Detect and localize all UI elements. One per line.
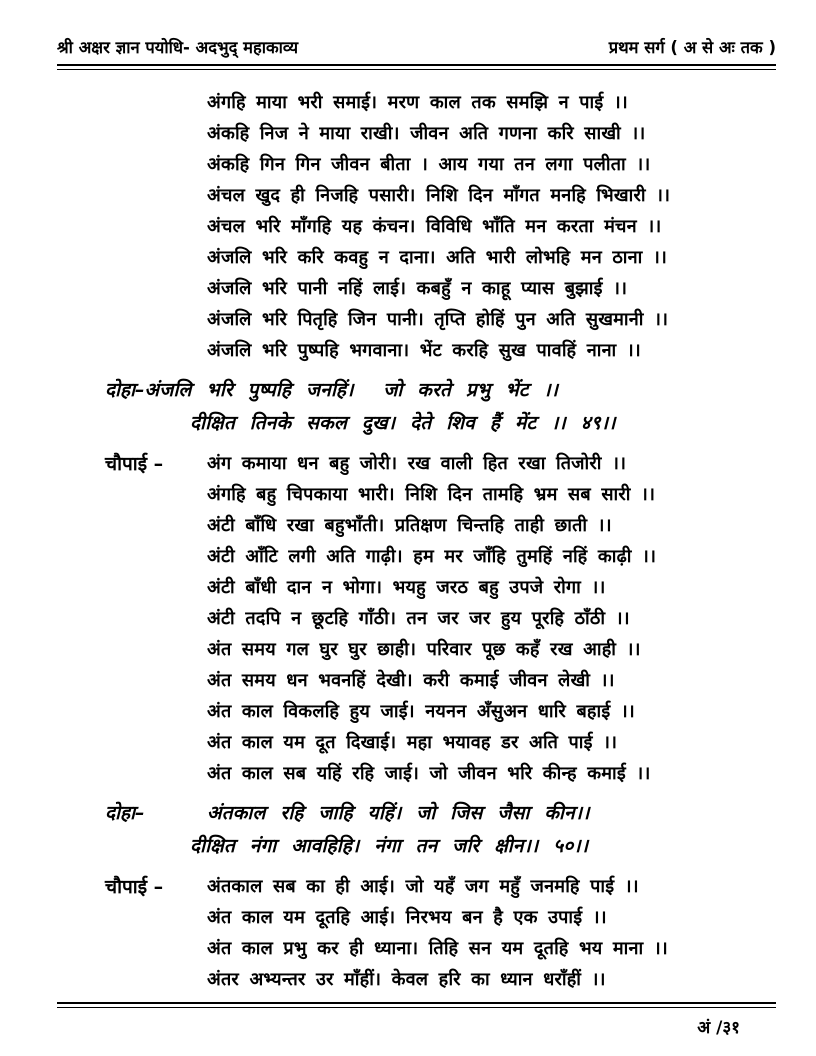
verse-row <box>105 602 780 633</box>
verse-row <box>105 148 780 179</box>
page-body <box>0 70 816 994</box>
verse-line: अंजलि भरि पुष्पहि जनहिं। जो करते प्रभु भेंट ।। <box>144 378 559 401</box>
verse-row <box>105 901 780 932</box>
verse-line: अंत समय धन भवनहिं देखी। करी कमाई जीवन लेखी ।। <box>207 669 615 691</box>
verse-line: अंतकाल रहि जाहि यहिं। जो जिस जैसा कीन।। <box>207 801 590 824</box>
verse-row <box>105 117 780 148</box>
verse-line: अंजलि भरि पुष्पहि भगवाना। भेंट करहि सुख पावहिं नाना ।। <box>207 339 641 361</box>
page-number: अं /३१ <box>697 1018 740 1038</box>
verse-row <box>105 633 780 664</box>
verse-line: अंत काल सब यहिं रहि जाई। जो जीवन भरि कीन्ह कमाई ।। <box>207 762 651 784</box>
verse-line: अंतकाल सब का ही आई। जो यहँ जग महुँ जनमहि पाई ।। <box>207 875 639 897</box>
verse-row <box>105 726 780 757</box>
verse-row <box>105 664 780 695</box>
verse-line: अंटी तदपि न छूटहि गाँठी। तन जर जर हुय पूरहि ठाँठी ।। <box>207 607 630 629</box>
chaupai-block-1 <box>105 447 780 788</box>
verse-row <box>105 241 780 272</box>
verse-line: अंत काल यम दूतहि आई। निरभय बन है एक उपाई ।। <box>207 906 607 928</box>
verse-line: अंत समय गल घुर घुर छाही। परिवार पूछ कहँ रख आही ।। <box>207 638 641 660</box>
verse-row <box>105 478 780 509</box>
verse-line: अंचल खुद ही निजहि पसारी। निशि दिन माँगत मनहि भिखारी ।। <box>207 184 671 206</box>
verse-row <box>105 795 780 828</box>
book-title: श्री अक्षर ज्ञान पयोधि- अदभुद् महाकाव्य <box>57 38 299 57</box>
chaupai-block-continuation <box>105 86 780 365</box>
verse-line: दीक्षित तिनके सकल दुख। देते शिव हैं मेंट ।। ४९।। <box>190 411 616 434</box>
verse-row <box>105 757 780 788</box>
footer-rule <box>57 1002 776 1008</box>
page-header <box>0 0 816 60</box>
doha-label: दोहा– <box>105 378 145 401</box>
doha-label: दोहा– <box>105 801 145 824</box>
verse-row <box>105 509 780 540</box>
verse-line: अंत काल विकलहि हुय जाई। नयनन अँसुअन धारि बहाई ।। <box>207 700 635 722</box>
chaupai-label: चौपाई – <box>105 452 164 475</box>
verse-line: अंजलि भरि पितृहि जिन पानी। तृप्ति होहिं पुन अति सुखमानी ।। <box>207 308 669 330</box>
verse-line: अंजलि भरि करि कवहु न दाना। अति भारी लोभहि मन ठाना ।। <box>207 246 668 268</box>
verse-line: अंगहि माया भरी समाई। मरण काल तक समझि न पाई ।। <box>207 91 628 113</box>
verse-line: अंतर अभ्यन्तर उर माँहीं। केवल हरि का ध्यान धराँहीं ।। <box>207 968 606 990</box>
verse-row <box>105 571 780 602</box>
verse-row <box>105 334 780 365</box>
verse-row <box>105 870 780 901</box>
verse-line: अंकहि गिन गिन जीवन बीता । आय गया तन लगा पलीता ।। <box>207 153 651 175</box>
verse-row <box>105 828 780 861</box>
verse-row <box>105 405 780 438</box>
chapter-title: प्रथम सर्ग ( अ से अः तक ) <box>608 38 776 57</box>
verse-line: अंत काल प्रभु कर ही ध्याना। तिहि सन यम दूतहि भय माना ।। <box>207 937 668 959</box>
verse-row <box>105 447 780 478</box>
verse-row <box>105 86 780 117</box>
verse-row <box>105 303 780 334</box>
doha-block-50 <box>105 795 780 861</box>
verse-line: दीक्षित नंगा आवहिहि। नंगा तन जरि क्षीन।। ५०।। <box>190 834 589 857</box>
verse-line: अंत काल यम दूत दिखाई। महा भयावह डर अति पाई ।। <box>207 731 618 753</box>
verse-row <box>105 540 780 571</box>
verse-row <box>105 932 780 963</box>
verse-line: अंचल भरि माँगहि यह कंचन। विविधि भाँति मन करता मंचन ।। <box>207 215 662 237</box>
verse-line: अंगहि बहु चिपकाया भारी। निशि दिन तामहि भ्रम सब सारी ।। <box>207 483 656 505</box>
verse-row <box>105 963 780 994</box>
verse-line: अंटी बाँधि रखा बहुभाँती। प्रतिक्षण चिन्तहि ताही छाती ।। <box>207 514 612 536</box>
chaupai-label: चौपाई – <box>105 875 164 898</box>
verse-row <box>105 272 780 303</box>
verse-row <box>105 695 780 726</box>
verse-row <box>105 372 780 405</box>
verse-line: अंकहि निज ने माया राखी। जीवन अति गणना करि साखी ।। <box>207 122 646 144</box>
verse-row <box>105 210 780 241</box>
verse-line: अंग कमाया धन बहु जोरी। रख वाली हित रखा तिजोरी ।। <box>207 452 627 474</box>
chaupai-block-2 <box>105 870 780 994</box>
verse-line: अंटी आँटि लगी अति गाढ़ी। हम मर जाँहि तुमहिं नहिं काढ़ी ।। <box>207 545 657 567</box>
verse-line: अंजलि भरि पानी नहिं लाई। कबहुँ न काहू प्यास बुझाई ।। <box>207 277 628 299</box>
verse-row <box>105 179 780 210</box>
verse-line: अंटी बाँधी दान न भोगा। भयहु जरठ बहु उपजे रोगा ।। <box>207 576 606 598</box>
doha-block-49 <box>105 372 780 438</box>
